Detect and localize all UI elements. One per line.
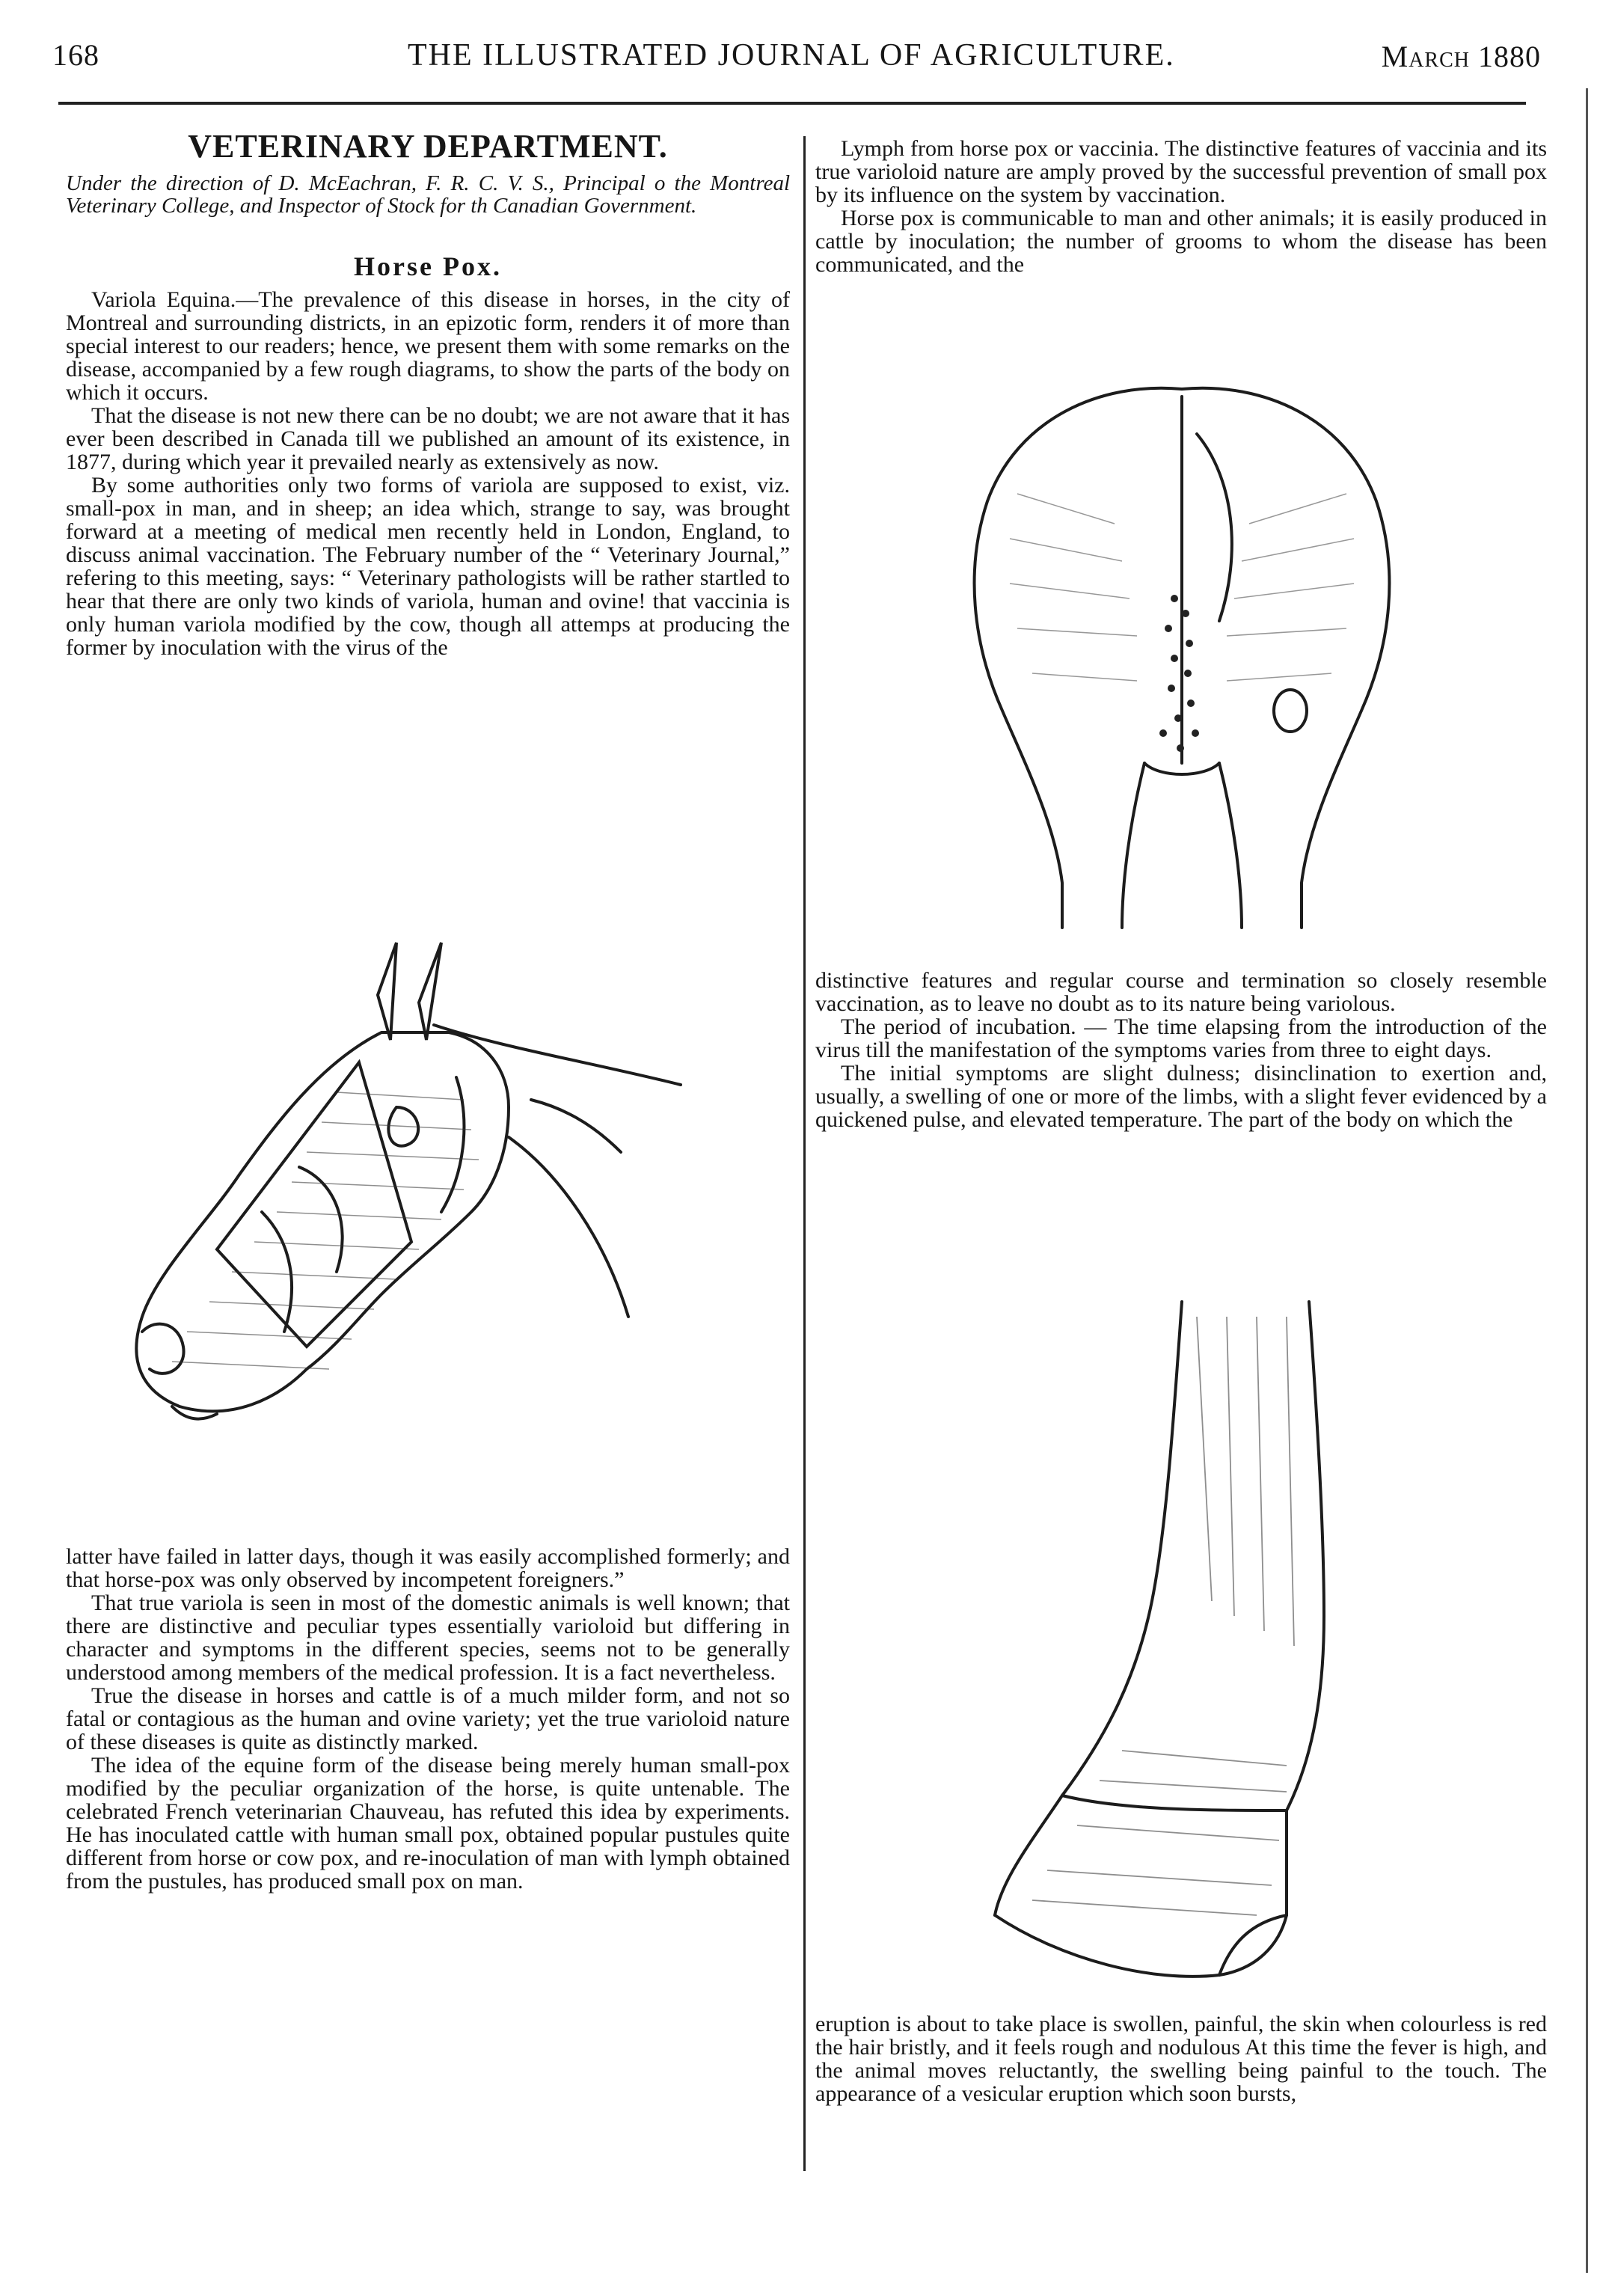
issue-date: March 1880 <box>1381 40 1541 73</box>
left-column-bottom <box>66 1545 790 1893</box>
department-heading: VETERINARY DEPARTMENT. <box>188 128 668 165</box>
paragraph: True the disease in horses and cattle is of a much milder form, and not so fatal or contagious as the human and ovine variety; yet the true varioloid nature of these diseases is quite as distinctly marked. <box>66 1683 790 1754</box>
hindquarters-illustration <box>950 374 1414 943</box>
paragraph: Horse pox is communicable to man and other animals; it is easily produced in cattle by inoculation; the number of grooms to whom the disease has been communicated, and the <box>815 206 1547 277</box>
paragraph: The idea of the equine form of the disease being merely human small-pox modified by the peculiar organization of the horse, is quite untenable. The celebrated French veterinarian Chauveau, has refuted this idea by experiments. He has inoculated cattle with human small pox, obtained popular pustules quite different from horse or cow pox, and re-inoculation of man with lymph obtained from the pustules, has produced small pox on man. <box>66 1753 790 1894</box>
paragraph: The initial symptoms are slight dulness; disinclination to exertion and, usually, a swelling of one or more of the limbs, with a slight fever evidenced by a quickened pulse, and elevated temperature. The part of the body on which the <box>815 1061 1547 1132</box>
right-column-top <box>815 137 1547 276</box>
horse-head-illustration <box>112 928 755 1504</box>
paragraph: distinctive features and regular course and termination so closely resemble vaccination, as to leave no doubt as to its nature being variolous. <box>815 968 1547 1016</box>
paragraph: Variola Equina.—The prevalence of this disease in horses, in the city of Montreal and surrounding districts, in an epizotic form, renders it of more than special interest to our readers; hence, we present them with some remarks on the disease, accompanied by a few rough diagrams, to show the parts of the body on which it occurs. <box>66 287 790 405</box>
right-column-bottom <box>815 2012 1547 2105</box>
page-number: 168 <box>52 38 99 72</box>
header-rule <box>58 102 1526 105</box>
column-divider <box>803 136 806 2171</box>
page-edge-line <box>1586 88 1588 2273</box>
journal-title: THE ILLUSTRATED JOURNAL OF AGRICULTURE. <box>408 38 1175 73</box>
paragraph: eruption is about to take place is swollen, painful, the skin when colourless is red the hair bristly, and it feels rough and nodulous At this time the fever is high, and the animal moves reluctantly, the swelling being painful to the touch. The appearance of a vesicular eruption which soon bursts, <box>815 2012 1547 2106</box>
byline: Under the direction of D. McEachran, F. R. C. V. S., Principal o the Montreal Veterinary College, and Inspector of Stock for th Canadian Government. <box>66 171 790 218</box>
left-column-top <box>66 288 790 659</box>
paragraph: Lymph from horse pox or vaccinia. The distinctive features of vaccinia and its true varioloid nature are amply proved by the successful prevention of small pox by its influence on the system by vaccination. <box>815 136 1547 207</box>
running-header <box>52 22 1541 75</box>
paragraph: That the disease is not new there can be no doubt; we are not aware that it has ever been described in Canada till we published an amount of its existence, in 1877, during which year it prevailed nearly as extensively as now. <box>66 403 790 474</box>
paragraph: The period of incubation. — The time elapsing from the introduction of the virus till the manifestation of the symptoms varies from three to eight days. <box>815 1014 1547 1062</box>
article-title: Horse Pox. <box>354 251 502 281</box>
paragraph: latter have failed in latter days, though it was easily accomplished formerly; and that horse-pox was only observed by incompetent foreigners.” <box>66 1544 790 1592</box>
right-column-middle <box>815 969 1547 1131</box>
paragraph: That true variola is seen in most of the domestic animals is well known; that there are distinctive and peculiar types essentially varioloid but differing in character and symptoms in the different species, seems not to be generally understood among members of the medical profession. It is a fact nevertheless. <box>66 1591 790 1685</box>
paragraph: By some authorities only two forms of variola are supposed to exist, viz. small-pox in man, and in sheep; an idea which, strange to say, was brought forward at a meeting of medical men recently held in London, England, to discuss animal vaccination. The February number of the “ Veterinary Journal,” refering to this meeting, says: “ Veterinary pathologists will be rather startled to hear that there are only two kinds of variola, human and ovine! that vaccinia is only human variola modified by the cow, though all attemps at producing the former by inoculation with the virus of the <box>66 473 790 660</box>
leg-hoof-illustration <box>972 1287 1436 1997</box>
